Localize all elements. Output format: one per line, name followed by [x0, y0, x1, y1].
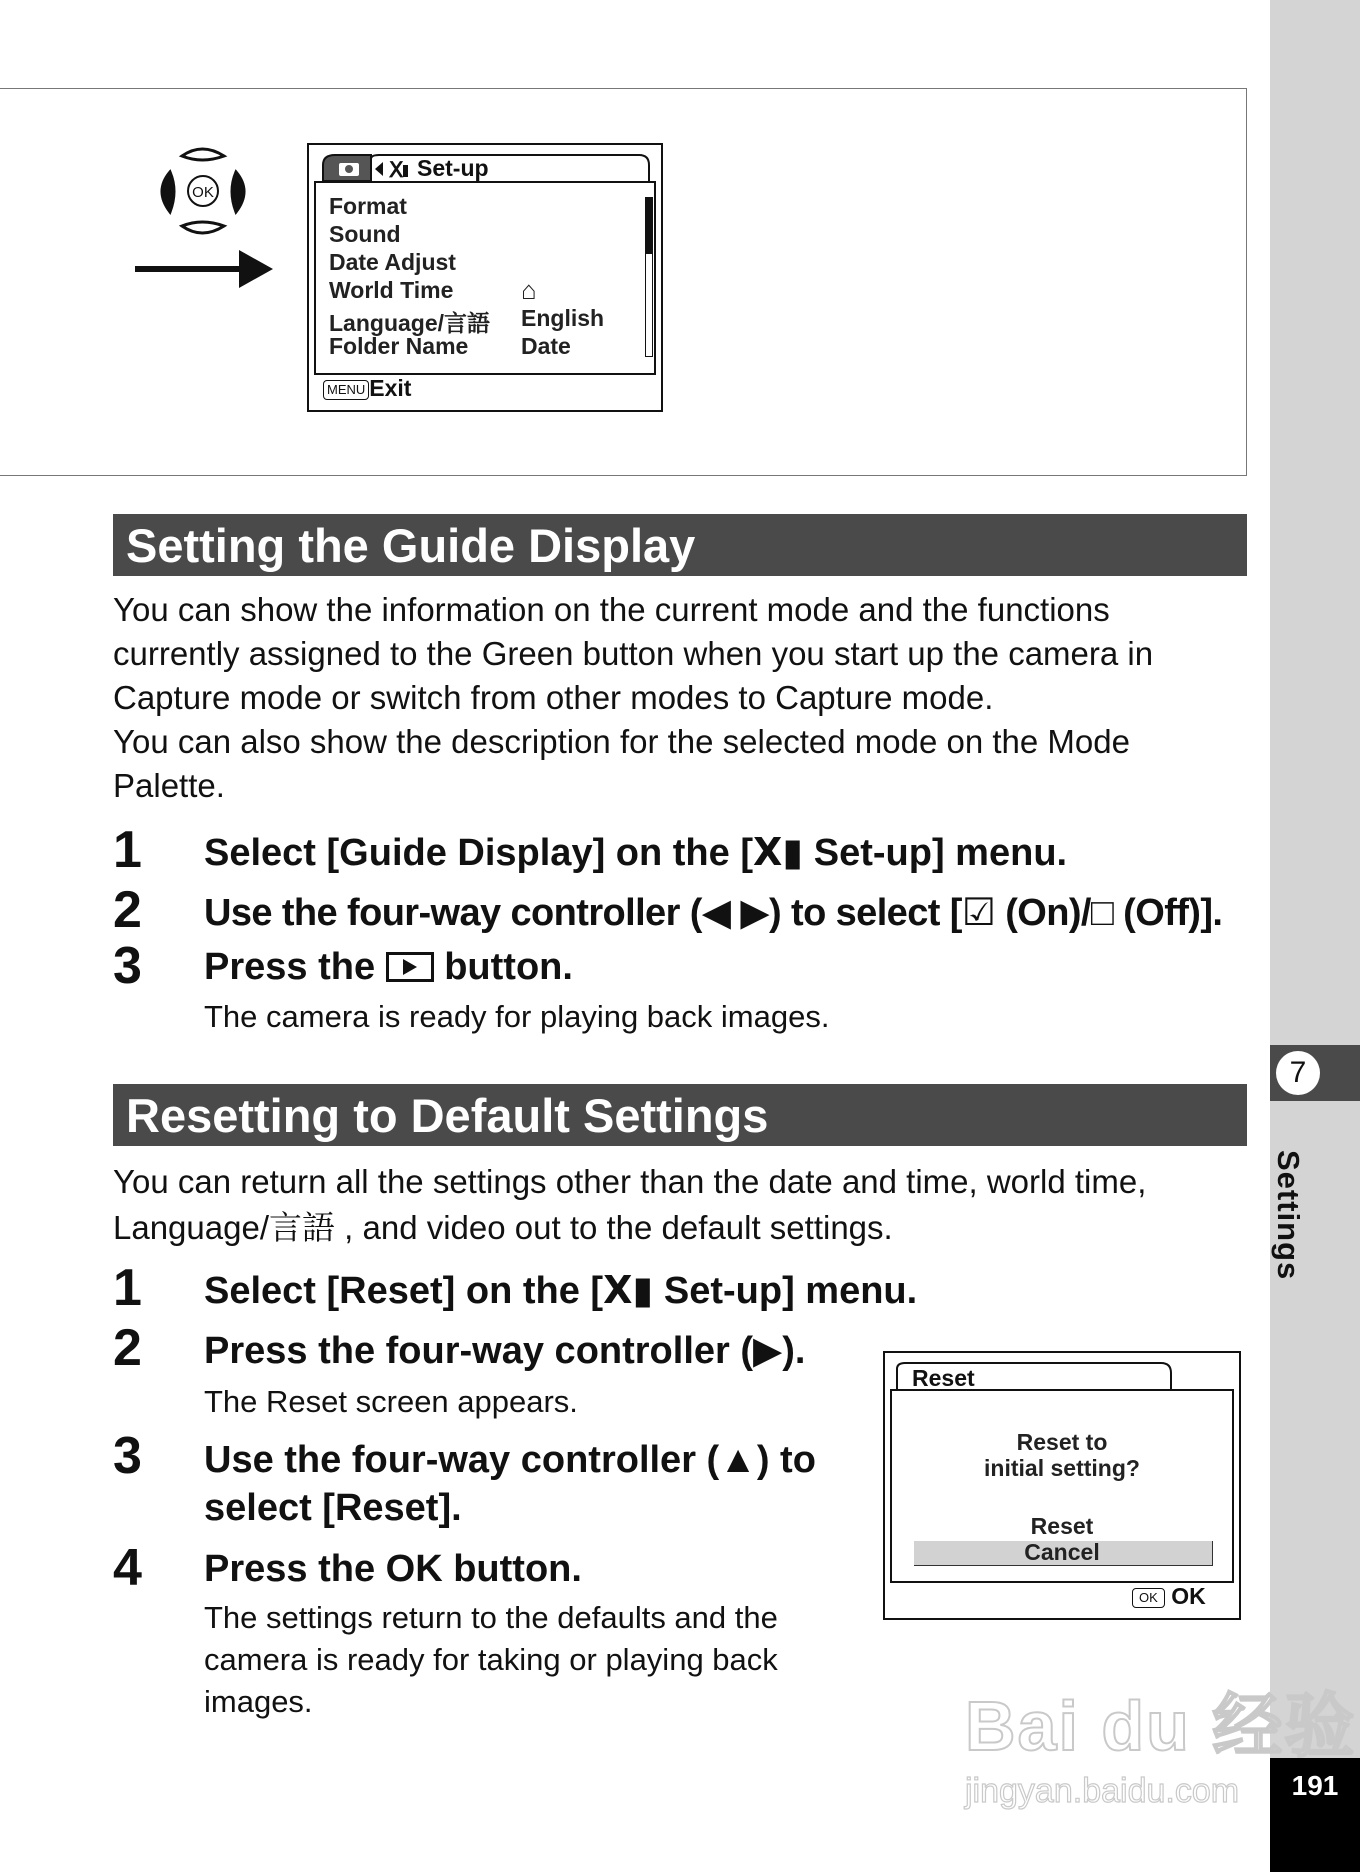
menu-value-language: English [521, 305, 605, 331]
step-number: 1 [113, 1259, 142, 1317]
step-text-part: Set-up] menu. [653, 1270, 918, 1312]
menu-tab-title: Set-up [417, 155, 489, 181]
intro-line: Capture mode or switch from other modes to Capture mode. [113, 679, 994, 716]
playback-icon [386, 952, 434, 982]
section1-intro [113, 588, 1263, 808]
step-number: 2 [113, 881, 142, 939]
step-text-part: Use the four-way controller ( [204, 892, 702, 934]
chapter-label: Settings [1271, 1150, 1306, 1281]
step-description: The Reset screen appears. [204, 1384, 578, 1419]
step-description-line: The settings return to the defaults and the [204, 1600, 778, 1635]
step-text-part: ). [782, 1330, 806, 1372]
menu-item-language[interactable]: Language/言語 [329, 310, 491, 336]
step-text-part: Press the [204, 946, 386, 988]
ok-key-icon: OK [1132, 1588, 1165, 1608]
menu-item-folder-name[interactable]: Folder Name [329, 333, 469, 359]
intro-line: Palette. [113, 767, 225, 804]
chapter-number: 7 [1276, 1051, 1320, 1095]
step-text-part: ) to [756, 1439, 816, 1481]
setup-menu-screen [307, 143, 663, 412]
menu-item-world-time[interactable]: World Time [329, 277, 454, 303]
intro-line: You can also show the description for the selected mode on the Mode [113, 723, 1130, 760]
four-way-controller-icon [152, 144, 252, 238]
step-text-part: select [Reset]. [204, 1487, 462, 1529]
step-text-part: Select [Guide Display] on the [ [204, 832, 753, 874]
section-heading-reset [113, 1084, 1247, 1146]
reset-option[interactable]: Reset [1030, 1513, 1094, 1539]
menu-scroll-thumb[interactable] [646, 198, 652, 254]
wrench-icon: Ⅹ▮ [603, 1270, 654, 1312]
step-description: The camera is ready for playing back images. [204, 999, 830, 1034]
checkbox-checked-icon: ☑ [961, 892, 996, 934]
step-number: 4 [113, 1539, 142, 1597]
step-text-part: button. [433, 946, 573, 988]
page-number: 191 [1291, 1770, 1339, 1801]
menu-exit[interactable] [323, 375, 411, 402]
step-text-part: Press the four-way controller ( [204, 1330, 754, 1372]
watermark-brand: Bai du 经验 [965, 1687, 1357, 1765]
step-text-part: Select [Reset] on the [ [204, 1270, 604, 1312]
reset-tab-title: Reset [912, 1365, 975, 1391]
menu-item-format[interactable]: Format [329, 193, 407, 219]
section-title: Resetting to Default Settings [126, 1089, 769, 1142]
svg-text:Ⅹ: Ⅹ [389, 159, 404, 182]
step-text-part: Set-up] menu. [803, 832, 1068, 874]
chapter-sidebar [1270, 0, 1360, 1872]
menu-list [314, 181, 656, 375]
step-text [204, 1268, 917, 1313]
step-description-line: camera is ready for taking or playing back [204, 1642, 778, 1677]
step-number: 3 [113, 1427, 142, 1485]
ok-label: OK [1171, 1583, 1206, 1609]
intro-line: You can show the information on the current mode and the functions [113, 591, 1110, 628]
watermark-url: jingyan.baidu.com [965, 1772, 1240, 1810]
step-text [204, 830, 1067, 875]
step-text [204, 946, 573, 989]
chapter-label-container [1262, 1150, 1322, 1281]
step-text-part: Use the four-way controller ( [204, 1439, 720, 1481]
section-title: Setting the Guide Display [126, 519, 696, 572]
step-description-line: images. [204, 1684, 313, 1719]
section-heading-guide-display [113, 514, 1247, 576]
menu-scrollbar[interactable] [645, 197, 653, 357]
menu-exit-label: Exit [369, 375, 412, 401]
step-text [204, 890, 1222, 935]
reset-dialog-screen [883, 1351, 1241, 1620]
step-text-part: (On)/□ (Off)]. [995, 892, 1223, 934]
right-arrow-small-icon: ▶ [753, 1330, 783, 1372]
step-number: 3 [113, 937, 142, 995]
reset-question-line: Reset to [1016, 1429, 1108, 1455]
ok-button-label: OK [192, 184, 214, 201]
reset-dialog-body [890, 1389, 1234, 1583]
wrench-icon: Ⅹ▮ [752, 832, 804, 874]
menu-item-date-adjust[interactable]: Date Adjust [329, 249, 456, 275]
menu-key-icon: MENU [323, 380, 369, 400]
step-number: 2 [113, 1319, 142, 1377]
home-icon: ⌂ [521, 275, 537, 305]
step-number: 1 [113, 821, 142, 879]
step-text: Press the OK button. [204, 1548, 582, 1590]
intro-line: currently assigned to the Green button when you start up the camera in [113, 635, 1154, 672]
step-text [204, 1436, 816, 1532]
menu-item-sound[interactable]: Sound [329, 221, 401, 247]
reset-ok-button[interactable] [1132, 1583, 1206, 1610]
left-right-arrows-icon: ◀ ▶ [701, 892, 770, 934]
right-arrow-icon [135, 248, 275, 290]
step-text [204, 1328, 805, 1373]
step-text-part: ) to select [ [769, 892, 962, 934]
section2-intro [113, 1159, 1263, 1251]
up-arrow-icon: ▲ [719, 1439, 757, 1481]
cancel-option[interactable]: Cancel [1024, 1539, 1100, 1565]
intro-line: Language/言語 , and video out to the default settings. [113, 1209, 893, 1246]
reset-question-line: initial setting? [984, 1455, 1140, 1481]
step-description [204, 1597, 778, 1723]
intro-line: You can return all the settings other than the date and time, world time, [113, 1163, 1147, 1200]
menu-value-folder-name: Date [521, 333, 571, 359]
